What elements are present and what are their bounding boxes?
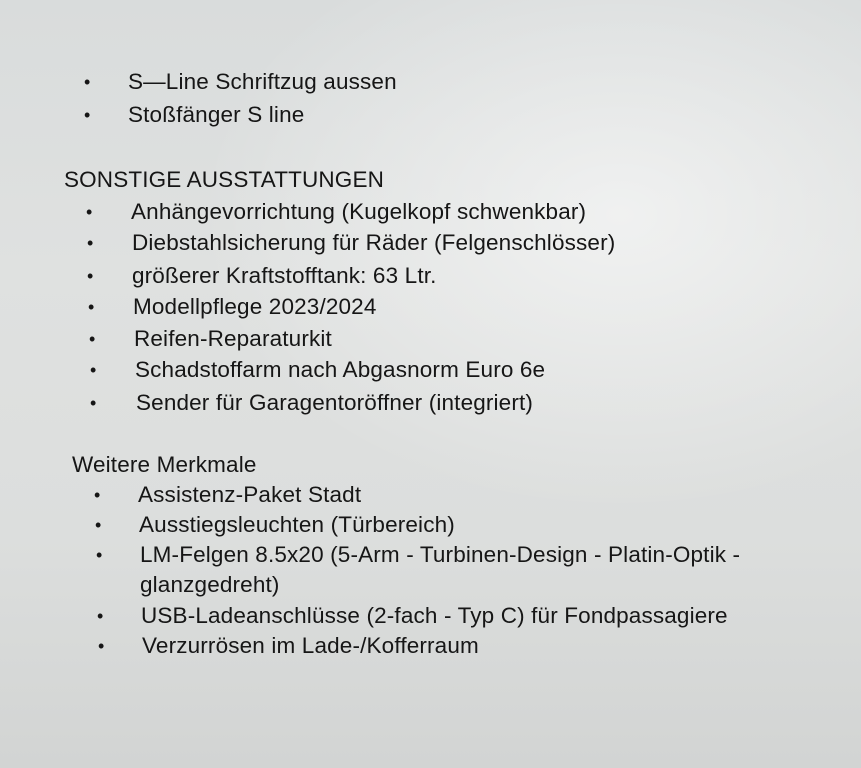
list-item bbox=[84, 100, 305, 130]
list-item bbox=[95, 510, 455, 540]
list-item-text: Modellpflege 2023/2024 bbox=[133, 294, 377, 319]
list-item bbox=[90, 355, 546, 385]
bullet-icon: • bbox=[84, 72, 91, 92]
list-item bbox=[90, 388, 534, 418]
bullet-icon: • bbox=[87, 266, 94, 286]
list-item bbox=[89, 324, 332, 354]
bullet-icon: • bbox=[84, 105, 91, 125]
list-item bbox=[87, 261, 437, 291]
list-item-text: Stoßfänger S line bbox=[128, 102, 305, 127]
bullet-icon: • bbox=[95, 515, 102, 535]
bullet-icon: • bbox=[98, 636, 105, 656]
list-item bbox=[96, 540, 830, 600]
list-item-text: USB-Ladeanschlüsse (2-fach - Typ C) für Fondpassagiere bbox=[141, 603, 728, 628]
bullet-icon: • bbox=[90, 393, 97, 413]
list-item bbox=[97, 601, 728, 631]
bullet-icon: • bbox=[94, 485, 101, 505]
list-item-text: S—Line Schriftzug aussen bbox=[128, 69, 397, 94]
section-heading-weitere: Weitere Merkmale bbox=[72, 452, 257, 477]
list-item-text: Reifen-Reparaturkit bbox=[134, 326, 332, 351]
bullet-icon: • bbox=[96, 545, 103, 565]
list-item-text: Assistenz-Paket Stadt bbox=[138, 482, 362, 507]
list-item bbox=[88, 292, 377, 322]
list-item bbox=[87, 228, 616, 258]
bullet-icon: • bbox=[90, 360, 97, 380]
list-item-text: Ausstiegsleuchten (Türbereich) bbox=[139, 512, 455, 537]
list-item-text: Anhängevorrichtung (Kugelkopf schwenkbar) bbox=[131, 199, 587, 224]
list-item-text: Sender für Garagentoröffner (integriert) bbox=[136, 390, 534, 415]
list-item bbox=[98, 631, 479, 661]
bullet-icon: • bbox=[88, 297, 95, 317]
list-item-text: Verzurrösen im Lade-/Kofferraum bbox=[142, 633, 479, 658]
bullet-icon: • bbox=[97, 606, 104, 626]
list-item bbox=[94, 480, 362, 510]
bullet-icon: • bbox=[89, 329, 96, 349]
list-item-text: LM-Felgen 8.5x20 (5-Arm - Turbinen-Design - Platin-Optik - glanzgedreht) bbox=[140, 542, 741, 597]
list-item bbox=[84, 67, 397, 97]
section-heading-sonstige: SONSTIGE AUSSTATTUNGEN bbox=[64, 167, 385, 192]
list-item bbox=[86, 197, 587, 227]
list-item-text: größerer Kraftstofftank: 63 Ltr. bbox=[132, 263, 437, 288]
list-item-text: Diebstahlsicherung für Räder (Felgenschlösser) bbox=[132, 230, 616, 255]
bullet-icon: • bbox=[87, 233, 94, 253]
bullet-icon: • bbox=[86, 202, 93, 222]
list-item-text: Schadstoffarm nach Abgasnorm Euro 6e bbox=[135, 357, 546, 382]
